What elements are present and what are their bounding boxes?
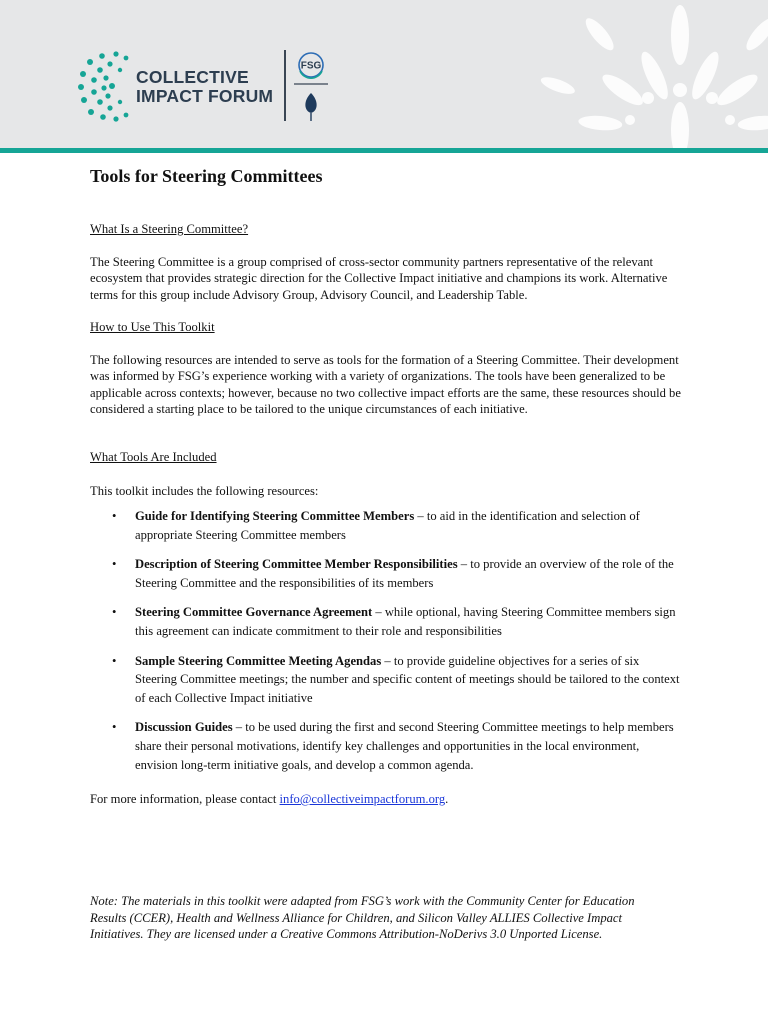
resource-description: – to provide an overview of the role of the Steering Committee and the responsibilities of its members	[135, 557, 674, 590]
fsg-logo-icon	[292, 51, 330, 123]
resource-description: – while optional, having Steering Committee members sign this agreement can indicate commitment to their role and responsibilities	[135, 605, 676, 638]
resource-name: Steering Committee Governance Agreement	[135, 605, 373, 620]
bullet-icon: •	[112, 557, 117, 572]
logo-line-2: IMPACT FORUM	[136, 86, 274, 106]
bullet-icon: •	[112, 720, 117, 735]
list-item	[90, 507, 682, 544]
logo-divider	[284, 50, 286, 121]
header-accent-rule	[0, 148, 768, 153]
page-header	[0, 0, 768, 148]
resource-description: – to provide guideline objectives for a series of six Steering Committee meetings; the number and specific content of meetings should be tailored to the context of each Collective Impact initiative	[135, 653, 680, 705]
licensing-note: Note: The materials in this toolkit were adapted from FSG’s work with the Community Center for Education Results (CCER), Health and Wellness Alliance for Children, and Silicon Valley ALLIES Collective Impact Initiatives. They are licensed under a Creative Commons Attribution-NoDerivs 3.0 Unported License.	[90, 894, 635, 942]
logo-line-1: COLLECTIVE	[136, 67, 249, 87]
resource-description: – to be used during the first and second Steering Committee meetings to help members share their personal motivations, identify key challenges and opportunities in the local environment, envision long-term initiative goals, and develop a common agenda.	[135, 720, 674, 772]
resource-name: Description of Steering Committee Member Responsibilities	[135, 557, 458, 572]
contact-suffix: .	[445, 792, 449, 806]
list-item	[90, 603, 682, 640]
page-title: Tools for Steering Committees	[90, 166, 323, 186]
section-heading-tools-included: What Tools Are Included	[90, 450, 217, 464]
section-heading-what-is: What Is a Steering Committee?	[90, 222, 249, 236]
collective-impact-forum-logo-icon	[76, 50, 140, 122]
paragraph-what-is: The Steering Committee is a group comprised of cross-sector community partners representative of the relevant ecosystem that provides strategic direction for the Collective Impact initiative and champions its work. Alternative terms for this group include Advisory Group, Advisory Council, and Leadership Table.	[90, 255, 668, 302]
contact-line	[90, 792, 448, 807]
paragraph-tools-intro: This toolkit includes the following resources:	[90, 484, 319, 498]
resource-name: Guide for Identifying Steering Committee Members	[135, 509, 415, 523]
list-item	[90, 718, 682, 774]
section-heading-how-to-use: How to Use This Toolkit	[90, 320, 215, 334]
bullet-icon: •	[112, 605, 117, 620]
fsg-label: FSG	[300, 60, 322, 72]
resource-name: Discussion Guides	[135, 720, 233, 735]
list-item	[90, 652, 682, 708]
bullet-icon: •	[112, 653, 117, 668]
sunburst-decoration-icon	[530, 0, 768, 148]
contact-prefix: For more information, please contact	[90, 792, 280, 806]
bullet-icon: •	[112, 509, 117, 523]
resource-name: Sample Steering Committee Meeting Agendas	[135, 653, 382, 668]
resource-description: – to aid in the identification and selection of appropriate Steering Committee members	[135, 509, 640, 542]
paragraph-how-to-use: The following resources are intended to serve as tools for the formation of a Steering Committee. Their development was informed by FSG’s experience working with a variety of organizations. The tools have been generalized to be applicable across contexts; however, because no two collective impact efforts are the same, these resources should be considered a starting place to be tailored to the unique circumstances of each initiative.	[90, 353, 681, 416]
resource-list	[90, 507, 682, 785]
logo-wordmark	[136, 68, 273, 106]
contact-email-link[interactable]: info@collectiveimpactforum.org	[279, 792, 446, 806]
list-item	[90, 555, 682, 592]
